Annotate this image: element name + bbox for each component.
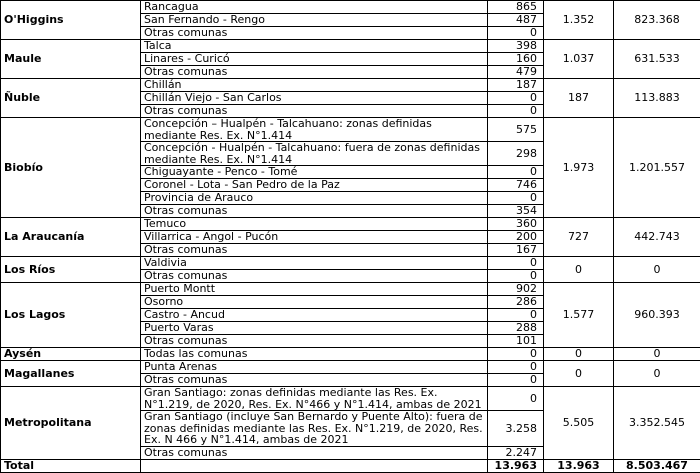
value-cell: 354 bbox=[488, 205, 544, 218]
commune-cell: Villarrica - Angol - Pucón bbox=[141, 231, 488, 244]
value-cell: 746 bbox=[488, 179, 544, 192]
table-row bbox=[1, 387, 700, 411]
table-row bbox=[1, 79, 700, 92]
commune-cell: Concepción - Hualpén - Talcahuano: fuera de zonas definidas mediante Res. Ex. N°1.414 bbox=[141, 142, 488, 166]
value-cell: 0 bbox=[488, 192, 544, 205]
total-cell: 442.743 bbox=[614, 218, 700, 257]
value-cell: 0 bbox=[488, 387, 544, 411]
region-name-cell: Biobío bbox=[1, 118, 141, 218]
region-name-cell: Metropolitana bbox=[1, 387, 141, 460]
region-name-cell: Los Ríos bbox=[1, 257, 141, 283]
region-name-cell: La Araucanía bbox=[1, 218, 141, 257]
total-spacer-cell bbox=[141, 459, 488, 472]
subtotal-cell: 1.037 bbox=[544, 40, 614, 79]
value-cell: 0 bbox=[488, 361, 544, 374]
commune-cell: Chillán bbox=[141, 79, 488, 92]
value-cell: 575 bbox=[488, 118, 544, 142]
region-name-cell: Los Lagos bbox=[1, 283, 141, 348]
value-cell: 479 bbox=[488, 66, 544, 79]
commune-cell: Puerto Montt bbox=[141, 283, 488, 296]
commune-cell: Otras comunas bbox=[141, 374, 488, 387]
table-row bbox=[1, 218, 700, 231]
commune-cell: Valdivia bbox=[141, 257, 488, 270]
total-cell: 113.883 bbox=[614, 79, 700, 118]
total-grand-total-cell: 8.503.467 bbox=[614, 459, 700, 472]
value-cell: 360 bbox=[488, 218, 544, 231]
commune-cell: San Fernando - Rengo bbox=[141, 14, 488, 27]
value-cell: 101 bbox=[488, 335, 544, 348]
value-cell: 3.258 bbox=[488, 411, 544, 447]
table-row bbox=[1, 348, 700, 361]
subtotal-cell: 1.352 bbox=[544, 1, 614, 40]
region-name-cell: Maule bbox=[1, 40, 141, 79]
value-cell: 398 bbox=[488, 40, 544, 53]
region-name-cell: Aysén bbox=[1, 348, 141, 361]
subtotal-cell: 5.505 bbox=[544, 387, 614, 460]
subtotal-cell: 1.973 bbox=[544, 118, 614, 218]
total-label-cell: Total bbox=[1, 459, 141, 472]
total-row bbox=[1, 459, 700, 472]
subtotal-cell: 187 bbox=[544, 79, 614, 118]
value-cell: 0 bbox=[488, 92, 544, 105]
commune-cell: Concepción – Hualpén - Talcahuano: zonas definidas mediante Res. Ex. N°1.414 bbox=[141, 118, 488, 142]
value-cell: 167 bbox=[488, 244, 544, 257]
commune-cell: Osorno bbox=[141, 296, 488, 309]
total-cell: 0 bbox=[614, 348, 700, 361]
subtotal-cell: 0 bbox=[544, 361, 614, 387]
total-cell: 960.393 bbox=[614, 283, 700, 348]
commune-cell: Punta Arenas bbox=[141, 361, 488, 374]
value-cell: 0 bbox=[488, 374, 544, 387]
commune-cell: Otras comunas bbox=[141, 270, 488, 283]
value-cell: 0 bbox=[488, 257, 544, 270]
commune-cell: Puerto Varas bbox=[141, 322, 488, 335]
value-cell: 902 bbox=[488, 283, 544, 296]
commune-cell: Otras comunas bbox=[141, 105, 488, 118]
table-row bbox=[1, 1, 700, 14]
commune-cell: Chillán Viejo - San Carlos bbox=[141, 92, 488, 105]
subtotal-cell: 0 bbox=[544, 348, 614, 361]
total-value-cell: 13.963 bbox=[488, 459, 544, 472]
region-rows bbox=[1, 1, 700, 460]
total-cell: 0 bbox=[614, 361, 700, 387]
commune-cell: Castro - Ancud bbox=[141, 309, 488, 322]
commune-cell: Chiguayante - Penco - Tomé bbox=[141, 166, 488, 179]
commune-cell: Otras comunas bbox=[141, 244, 488, 257]
value-cell: 487 bbox=[488, 14, 544, 27]
commune-cell: Gran Santiago (incluye San Bernardo y Puente Alto): fuera de zonas definidas mediante las Res. Ex. N°1.219, de 2020, Res. Ex. N 466 y N°1.414, ambas de 2021 bbox=[141, 411, 488, 447]
total-subtotal-cell: 13.963 bbox=[544, 459, 614, 472]
commune-cell: Linares - Curicó bbox=[141, 53, 488, 66]
commune-cell: Todas las comunas bbox=[141, 348, 488, 361]
table-row bbox=[1, 283, 700, 296]
subtotal-cell: 727 bbox=[544, 218, 614, 257]
table-row bbox=[1, 118, 700, 142]
commune-cell: Temuco bbox=[141, 218, 488, 231]
commune-cell: Provincia de Arauco bbox=[141, 192, 488, 205]
value-cell: 187 bbox=[488, 79, 544, 92]
table-row bbox=[1, 40, 700, 53]
value-cell: 0 bbox=[488, 27, 544, 40]
value-cell: 298 bbox=[488, 142, 544, 166]
table-row bbox=[1, 361, 700, 374]
region-name-cell: O'Higgins bbox=[1, 1, 141, 40]
subtotal-cell: 0 bbox=[544, 257, 614, 283]
value-cell: 286 bbox=[488, 296, 544, 309]
value-cell: 0 bbox=[488, 348, 544, 361]
commune-cell: Rancagua bbox=[141, 1, 488, 14]
value-cell: 865 bbox=[488, 1, 544, 14]
value-cell: 0 bbox=[488, 105, 544, 118]
commune-cell: Otras comunas bbox=[141, 27, 488, 40]
commune-cell: Otras comunas bbox=[141, 446, 488, 459]
total-cell: 3.352.545 bbox=[614, 387, 700, 460]
value-cell: 200 bbox=[488, 231, 544, 244]
total-cell: 823.368 bbox=[614, 1, 700, 40]
value-cell: 288 bbox=[488, 322, 544, 335]
commune-cell: Coronel - Lota - San Pedro de la Paz bbox=[141, 179, 488, 192]
total-cell: 0 bbox=[614, 257, 700, 283]
region-name-cell: Magallanes bbox=[1, 361, 141, 387]
commune-cell: Otras comunas bbox=[141, 66, 488, 79]
table-row bbox=[1, 257, 700, 270]
value-cell: 2.247 bbox=[488, 446, 544, 459]
value-cell: 0 bbox=[488, 270, 544, 283]
region-name-cell: Ñuble bbox=[1, 79, 141, 118]
value-cell: 160 bbox=[488, 53, 544, 66]
subtotal-cell: 1.577 bbox=[544, 283, 614, 348]
commune-cell: Otras comunas bbox=[141, 335, 488, 348]
commune-cell: Gran Santiago: zonas definidas mediante las Res. Ex. N°1.219, de 2020, Res. Ex. N°466 y N°1.414, ambas de 2021 bbox=[141, 387, 488, 411]
value-cell: 0 bbox=[488, 309, 544, 322]
commune-cell: Talca bbox=[141, 40, 488, 53]
total-cell: 1.201.557 bbox=[614, 118, 700, 218]
commune-cell: Otras comunas bbox=[141, 205, 488, 218]
total-row-group bbox=[1, 459, 700, 472]
total-cell: 631.533 bbox=[614, 40, 700, 79]
value-cell: 0 bbox=[488, 166, 544, 179]
